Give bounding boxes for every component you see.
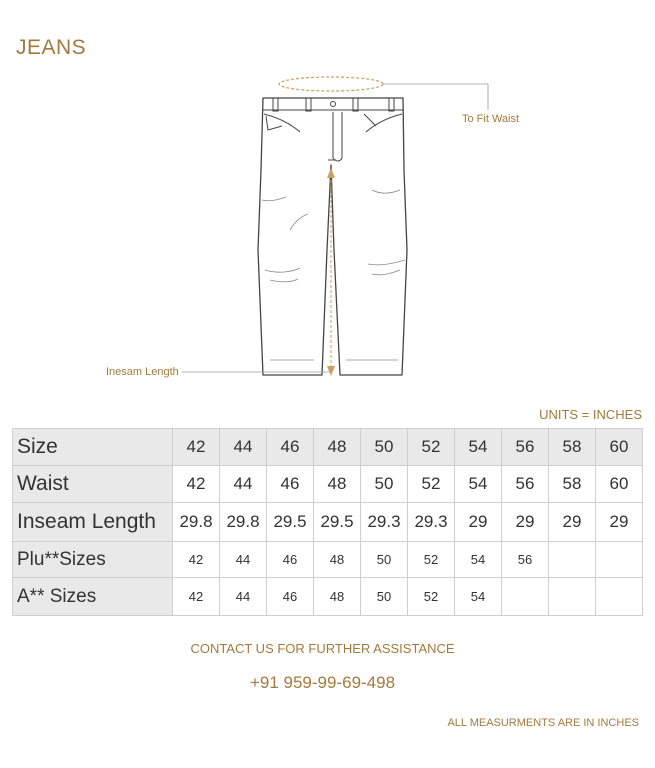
inseam-label: Inesam Length: [106, 366, 179, 378]
row-label: Plu**Sizes: [13, 542, 173, 578]
waist-label: To Fit Waist: [462, 113, 520, 125]
phone-number[interactable]: +91 959-99-69-498: [249, 673, 396, 692]
table-cell: 54: [455, 578, 502, 616]
table-cell: 48: [314, 429, 361, 466]
table-cell: 52: [408, 578, 455, 616]
table-cell: 42: [173, 429, 220, 466]
table-cell: 52: [408, 542, 455, 578]
table-cell: [596, 542, 643, 578]
table-cell: 29.8: [173, 503, 220, 542]
table-cell: 50: [361, 578, 408, 616]
jeans-diagram: [0, 70, 655, 390]
table-cell: 48: [314, 578, 361, 616]
table-cell: 54: [455, 542, 502, 578]
table-cell: 52: [408, 429, 455, 466]
table-cell: [596, 578, 643, 616]
table-cell: 44: [220, 466, 267, 503]
table-cell: 29.3: [361, 503, 408, 542]
table-cell: 58: [549, 466, 596, 503]
table-cell: 46: [267, 466, 314, 503]
footer-note: ALL MEASURMENTS ARE IN INCHES: [447, 717, 639, 729]
table-cell: 44: [220, 429, 267, 466]
table-cell: 42: [173, 466, 220, 503]
table-cell: 56: [502, 429, 549, 466]
table-cell: 42: [173, 578, 220, 616]
table-row: [13, 542, 643, 578]
units-note: UNITS = INCHES: [539, 407, 642, 422]
contact-text: CONTACT US FOR FURTHER ASSISTANCE: [190, 641, 455, 656]
table-cell: 44: [220, 542, 267, 578]
table-cell: 46: [267, 542, 314, 578]
table-cell: 29: [502, 503, 549, 542]
table-cell: 50: [361, 466, 408, 503]
table-cell: 48: [314, 542, 361, 578]
table-row: [13, 429, 643, 466]
table-cell: [549, 542, 596, 578]
table-cell: 50: [361, 542, 408, 578]
table-cell: 60: [596, 466, 643, 503]
table-cell: 29.8: [220, 503, 267, 542]
table-cell: 56: [502, 542, 549, 578]
row-label: Size: [13, 429, 173, 466]
waist-ellipse: [279, 77, 383, 91]
table-cell: 58: [549, 429, 596, 466]
table-cell: 29.5: [267, 503, 314, 542]
table-row: [13, 503, 643, 542]
table-cell: [502, 578, 549, 616]
row-label: A** Sizes: [13, 578, 173, 616]
table-cell: 46: [267, 429, 314, 466]
table-cell: 48: [314, 466, 361, 503]
table-cell: 54: [455, 429, 502, 466]
size-chart-table: [12, 428, 643, 616]
page-title: JEANS: [16, 36, 87, 59]
table-row: [13, 466, 643, 503]
row-label: Inseam Length: [13, 503, 173, 542]
table-cell: 29: [596, 503, 643, 542]
table-cell: [549, 578, 596, 616]
table-row: [13, 578, 643, 616]
table-cell: 54: [455, 466, 502, 503]
table-cell: 60: [596, 429, 643, 466]
table-cell: 44: [220, 578, 267, 616]
row-label: Waist: [13, 466, 173, 503]
table-cell: 29.3: [408, 503, 455, 542]
table-cell: 29.5: [314, 503, 361, 542]
table-cell: 50: [361, 429, 408, 466]
table-cell: 56: [502, 466, 549, 503]
table-cell: 29: [549, 503, 596, 542]
table-cell: 29: [455, 503, 502, 542]
table-cell: 42: [173, 542, 220, 578]
table-cell: 52: [408, 466, 455, 503]
table-cell: 46: [267, 578, 314, 616]
